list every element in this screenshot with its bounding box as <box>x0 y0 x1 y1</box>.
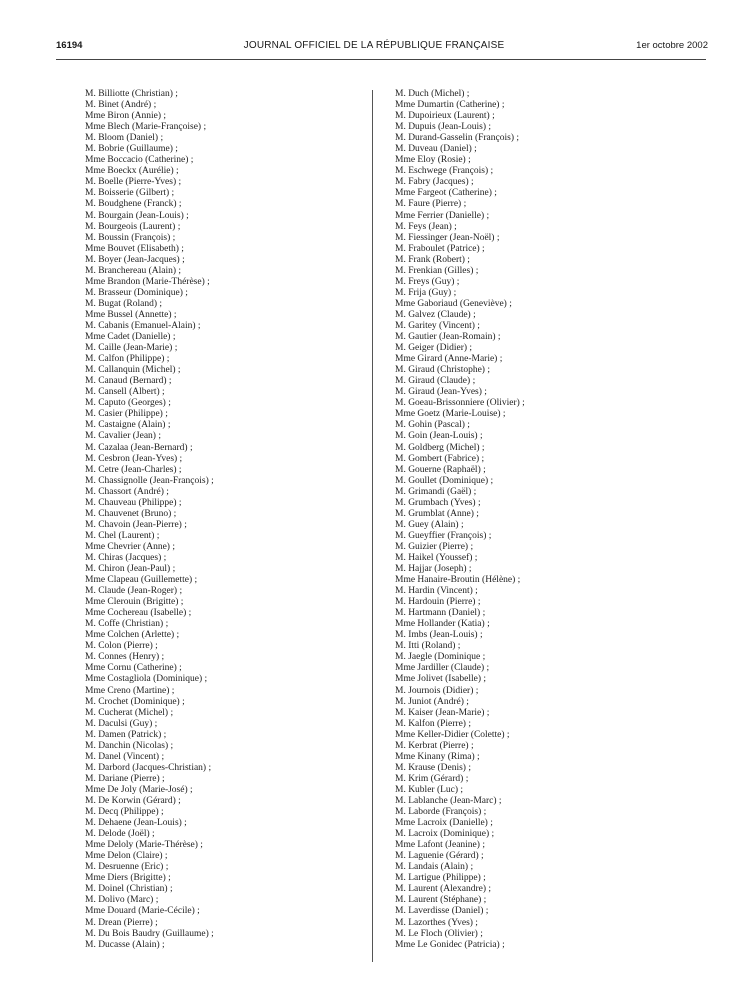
page-header <box>0 40 748 56</box>
name-entry: M. Boussin (François) ; <box>85 232 176 243</box>
name-entry: M. Daculsi (Guy) ; <box>85 718 158 729</box>
name-entry: M. Chassort (André) ; <box>85 486 169 497</box>
name-entry: M. Journois (Didier) ; <box>395 685 479 696</box>
name-entry: M. Chauveau (Philippe) ; <box>85 497 182 508</box>
name-entry: Mme Clapeau (Guillemette) ; <box>85 575 198 586</box>
name-entry: M. Laurent (Alexandre) ; <box>395 884 492 895</box>
name-entry: Mme Diers (Brigitte) ; <box>85 873 171 884</box>
name-entry: Mme Colchen (Arlette) ; <box>85 630 180 641</box>
name-entry: M. Hartmann (Daniel) ; <box>395 608 486 619</box>
name-entry: M. Laguenie (Gérard) ; <box>395 851 484 862</box>
name-entry: M. Billiotte (Christian) ; <box>85 89 178 99</box>
name-entry: Mme Chevrier (Anne) ; <box>85 541 175 552</box>
name-entry: M. Imbs (Jean-Louis) ; <box>395 630 483 641</box>
name-entry: M. Giraud (Claude) ; <box>395 376 476 387</box>
name-entry: Mme Dumartin (Catherine) ; <box>395 100 505 111</box>
name-entry: M. Laverdisse (Daniel) ; <box>395 906 489 917</box>
name-entry: M. Lartigue (Philippe) ; <box>395 873 486 884</box>
name-entry: Mme Hollander (Katia) ; <box>395 619 490 630</box>
name-entry: M. Caille (Jean-Marie) ; <box>85 343 178 354</box>
name-entry: M. Fabry (Jacques) ; <box>395 177 474 188</box>
name-entry: Mme Blech (Marie-Françoise) ; <box>85 122 207 133</box>
name-entry: M. Brasseur (Dominique) ; <box>85 287 188 298</box>
name-entry: M. Cabanis (Emanuel-Alain) ; <box>85 320 201 331</box>
name-entry: M. Bobrie (Guillaume) ; <box>85 144 178 155</box>
name-entry: M. Faure (Pierre) ; <box>395 199 467 210</box>
name-entry: M. Fraboulet (Patrice) ; <box>395 243 485 254</box>
name-entry: M. Castaigne (Alain) ; <box>85 420 171 431</box>
name-entry: M. Cucherat (Michel) ; <box>85 707 174 718</box>
name-entry: M. Galvez (Claude) ; <box>395 309 476 320</box>
name-entry: M. Feys (Jean) ; <box>395 221 457 232</box>
name-entry: M. Giraud (Christophe) ; <box>395 365 490 376</box>
name-entry: M. Juniot (André) ; <box>395 696 469 707</box>
name-entry: Mme Brandon (Marie-Thérèse) ; <box>85 276 210 287</box>
name-entry: M. Dupuis (Jean-Louis) ; <box>395 122 492 133</box>
name-entry: M. Crochet (Dominique) ; <box>85 696 185 707</box>
name-entry: Mme Lacroix (Danielle) ; <box>395 818 493 829</box>
name-entry: M. Chauvenet (Bruno) ; <box>85 508 177 519</box>
name-entry: Mme Lafont (Jeanine) ; <box>395 840 485 851</box>
column-divider <box>372 90 373 962</box>
name-entry: M. Dupoirieux (Laurent) ; <box>395 111 495 122</box>
name-entry: Mme Jardiller (Claude) ; <box>395 663 490 674</box>
name-entry: M. Eschwege (François) ; <box>395 166 494 177</box>
name-entry: M. Hardouin (Pierre) ; <box>395 597 481 608</box>
name-entry: M. Lazorthes (Yves) ; <box>395 917 478 928</box>
left-name-column <box>85 89 214 951</box>
name-entry: Mme Kinany (Rima) ; <box>395 751 480 762</box>
name-entry: M. Darbord (Jacques-Christian) ; <box>85 762 212 773</box>
name-entry: M. Bourgain (Jean-Louis) ; <box>85 210 189 221</box>
name-entry: M. Kalfon (Pierre) ; <box>395 718 471 729</box>
name-entry: M. Cazalaa (Jean-Bernard) ; <box>85 442 193 453</box>
name-entry: M. Goldberg (Michel) ; <box>395 442 485 453</box>
name-entry: M. Chiron (Jean-Paul) ; <box>85 564 176 575</box>
name-entry: M. Durand-Gasselin (François) ; <box>395 133 520 144</box>
name-entry: M. Bugat (Roland) ; <box>85 298 163 309</box>
name-entry: M. Coffe (Christian) ; <box>85 619 169 630</box>
name-entry: M. Laborde (François) ; <box>395 807 487 818</box>
name-entry: M. Caputo (Georges) ; <box>85 398 171 409</box>
name-entry: M. Cavalier (Jean) ; <box>85 431 161 442</box>
name-entry: M. Guizier (Pierre) ; <box>395 541 474 552</box>
name-entry: Mme De Joly (Marie-José) ; <box>85 784 193 795</box>
name-entry: Mme Gaboriaud (Geneviève) ; <box>395 298 512 309</box>
name-entry: M. Danchin (Nicolas) ; <box>85 740 174 751</box>
name-entry: M. Branchereau (Alain) ; <box>85 265 182 276</box>
header-rule <box>56 59 706 60</box>
name-entry: Mme Fargeot (Catherine) ; <box>395 188 497 199</box>
name-entry: M. Frija (Guy) ; <box>395 287 457 298</box>
name-entry: Mme Keller-Didier (Colette) ; <box>395 729 510 740</box>
name-entry: M. Callanquin (Michel) ; <box>85 365 181 376</box>
name-entry: Mme Biron (Annie) ; <box>85 111 167 122</box>
name-entry: M. Binet (André) ; <box>85 100 157 111</box>
name-entry: M. Cesbron (Jean-Yves) ; <box>85 453 183 464</box>
name-entry: Mme Douard (Marie-Cécile) ; <box>85 906 200 917</box>
name-entry: Mme Girard (Anne-Marie) ; <box>395 354 503 365</box>
name-entry: M. Damen (Patrick) ; <box>85 729 167 740</box>
name-entry: M. Bourgeois (Laurent) ; <box>85 221 181 232</box>
name-entry: M. Grumbach (Yves) ; <box>395 497 481 508</box>
name-entry: M. Drean (Pierre) ; <box>85 917 158 928</box>
name-entry: M. De Korwin (Gérard) ; <box>85 796 181 806</box>
name-entry: M. Kubler (Luc) ; <box>395 784 464 795</box>
name-entry: M. Casier (Philippe) ; <box>85 409 168 420</box>
name-entry: M. Giraud (Jean-Yves) ; <box>395 387 487 398</box>
name-entry: Mme Creno (Martine) ; <box>85 685 175 696</box>
name-entry: M. Decq (Philippe) ; <box>85 807 164 818</box>
name-entry: Mme Cadet (Danielle) ; <box>85 332 176 343</box>
name-entry: Mme Cornu (Catherine) ; <box>85 663 182 674</box>
issue-date: 1er octobre 2002 <box>636 40 708 51</box>
name-entry: Mme Eloy (Rosie) ; <box>395 155 471 166</box>
name-entry: M. Hajjar (Joseph) ; <box>395 564 472 575</box>
name-entry: Mme Bouvet (Elisabeth) ; <box>85 243 184 254</box>
name-entry: M. Boisserie (Gilbert) ; <box>85 188 175 199</box>
name-entry: M. Duveau (Daniel) ; <box>395 144 477 155</box>
name-entry: Mme Ferrier (Danielle) ; <box>395 210 490 221</box>
name-entry: Mme Delon (Claire) ; <box>85 851 168 862</box>
name-entry: M. Colon (Pierre) ; <box>85 641 158 652</box>
name-entry: M. Bloom (Daniel) ; <box>85 133 164 144</box>
name-entry: M. Haikel (Youssef) ; <box>395 552 478 563</box>
journal-title: JOURNAL OFFICIEL DE LA RÉPUBLIQUE FRANÇAISE <box>243 40 505 51</box>
name-entry: M. Frank (Robert) ; <box>395 254 470 265</box>
name-entry: M. Lablanche (Jean-Marc) ; <box>395 796 502 806</box>
name-entry: M. Gombert (Fabrice) ; <box>395 453 485 464</box>
name-entry: M. Goullet (Dominique) ; <box>395 475 494 486</box>
name-entry: M. Itti (Roland) ; <box>395 641 461 652</box>
name-entry: M. Boelle (Pierre-Yves) ; <box>85 177 182 188</box>
name-entry: Mme Boeckx (Aurélie) ; <box>85 166 179 177</box>
name-entry: M. Le Floch (Olivier) ; <box>395 928 483 939</box>
name-entry: M. Jaegle (Dominique ; <box>395 652 486 663</box>
name-entry: Mme Le Gonidec (Patricia) ; <box>395 939 505 950</box>
name-entry: M. Grumblat (Anne) ; <box>395 508 479 519</box>
name-entry: M. Claude (Jean-Roger) ; <box>85 586 183 597</box>
name-entry: M. Garitey (Vincent) ; <box>395 320 480 331</box>
name-entry: M. Desruenne (Eric) ; <box>85 862 169 873</box>
name-entry: M. Chavoin (Jean-Pierre) ; <box>85 519 187 530</box>
name-entry: M. Canaud (Bernard) ; <box>85 376 172 387</box>
name-entry: M. Gouerne (Raphaël) ; <box>395 464 486 475</box>
name-entry: M. Goin (Jean-Louis) ; <box>395 431 483 442</box>
page-number: 16194 <box>56 40 83 51</box>
name-entry: M. Freys (Guy) ; <box>395 276 460 287</box>
name-entry: M. Gohin (Pascal) ; <box>395 420 470 431</box>
name-entry: M. Chassignolle (Jean-François) ; <box>85 475 214 486</box>
name-entry: M. Fiessinger (Jean-Noël) ; <box>395 232 500 243</box>
name-entry: Mme Jolivet (Isabelle) ; <box>395 674 487 685</box>
name-entry: M. Cetre (Jean-Charles) ; <box>85 464 182 475</box>
name-entry: M. Chel (Laurent) ; <box>85 530 160 541</box>
name-entry: M. Delode (Joël) ; <box>85 829 155 840</box>
name-entry: M. Laurent (Stéphane) ; <box>395 895 487 906</box>
name-entry: Mme Clerouin (Brigitte) ; <box>85 597 184 608</box>
name-entry: Mme Cochereau (Isabelle) ; <box>85 608 192 619</box>
name-entry: M. Doinel (Christian) ; <box>85 884 173 895</box>
name-entry: M. Krim (Gérard) ; <box>395 773 469 784</box>
name-entry: M. Dariane (Pierre) ; <box>85 773 165 784</box>
name-entry: Mme Goetz (Marie-Louise) ; <box>395 409 506 420</box>
name-entry: M. Kerbrat (Pierre) ; <box>395 740 474 751</box>
name-entry: M. Dolivo (Marc) ; <box>85 895 159 906</box>
name-entry: M. Boudghene (Franck) ; <box>85 199 182 210</box>
name-entry: Mme Deloly (Marie-Thérèse) ; <box>85 840 203 851</box>
name-entry: M. Danel (Vincent) ; <box>85 751 165 762</box>
name-entry: M. Duch (Michel) ; <box>395 89 470 99</box>
name-entry: M. Hardin (Vincent) ; <box>395 586 478 597</box>
name-entry: M. Ducasse (Alain) ; <box>85 939 165 950</box>
name-entry: Mme Boccacio (Catherine) ; <box>85 155 194 166</box>
name-entry: M. Kaiser (Jean-Marie) ; <box>395 707 490 718</box>
name-entry: M. Frenkian (Gilles) ; <box>395 265 479 276</box>
name-entry: M. Gautier (Jean-Romain) ; <box>395 332 501 343</box>
name-entry: M. Geiger (Didier) ; <box>395 343 473 354</box>
name-entry: Mme Hanaire-Broutin (Hélène) ; <box>395 575 521 586</box>
name-entry: M. Connes (Henry) ; <box>85 652 165 663</box>
name-entry: M. Gueyffier (François) ; <box>395 530 492 541</box>
name-entry: M. Cansell (Albert) ; <box>85 387 165 398</box>
name-entry: M. Chiras (Jacques) ; <box>85 552 167 563</box>
name-entry: M. Goeau-Brissonniere (Olivier) ; <box>395 398 525 409</box>
name-entry: M. Du Bois Baudry (Guillaume) ; <box>85 928 214 939</box>
name-entry: M. Lacroix (Dominique) ; <box>395 829 495 840</box>
name-entry: M. Grimandi (Gaël) ; <box>395 486 477 497</box>
name-entry: M. Dehaene (Jean-Louis) ; <box>85 818 187 829</box>
right-name-column <box>395 89 525 951</box>
name-entry: M. Guey (Alain) ; <box>395 519 464 530</box>
name-entry: Mme Costagliola (Dominique) ; <box>85 674 208 685</box>
name-entry: Mme Bussel (Annette) ; <box>85 309 177 320</box>
name-entry: M. Landais (Alain) ; <box>395 862 474 873</box>
name-entry: M. Krause (Denis) ; <box>395 762 471 773</box>
name-entry: M. Calfon (Philippe) ; <box>85 354 170 365</box>
name-entry: M. Boyer (Jean-Jacques) ; <box>85 254 185 265</box>
